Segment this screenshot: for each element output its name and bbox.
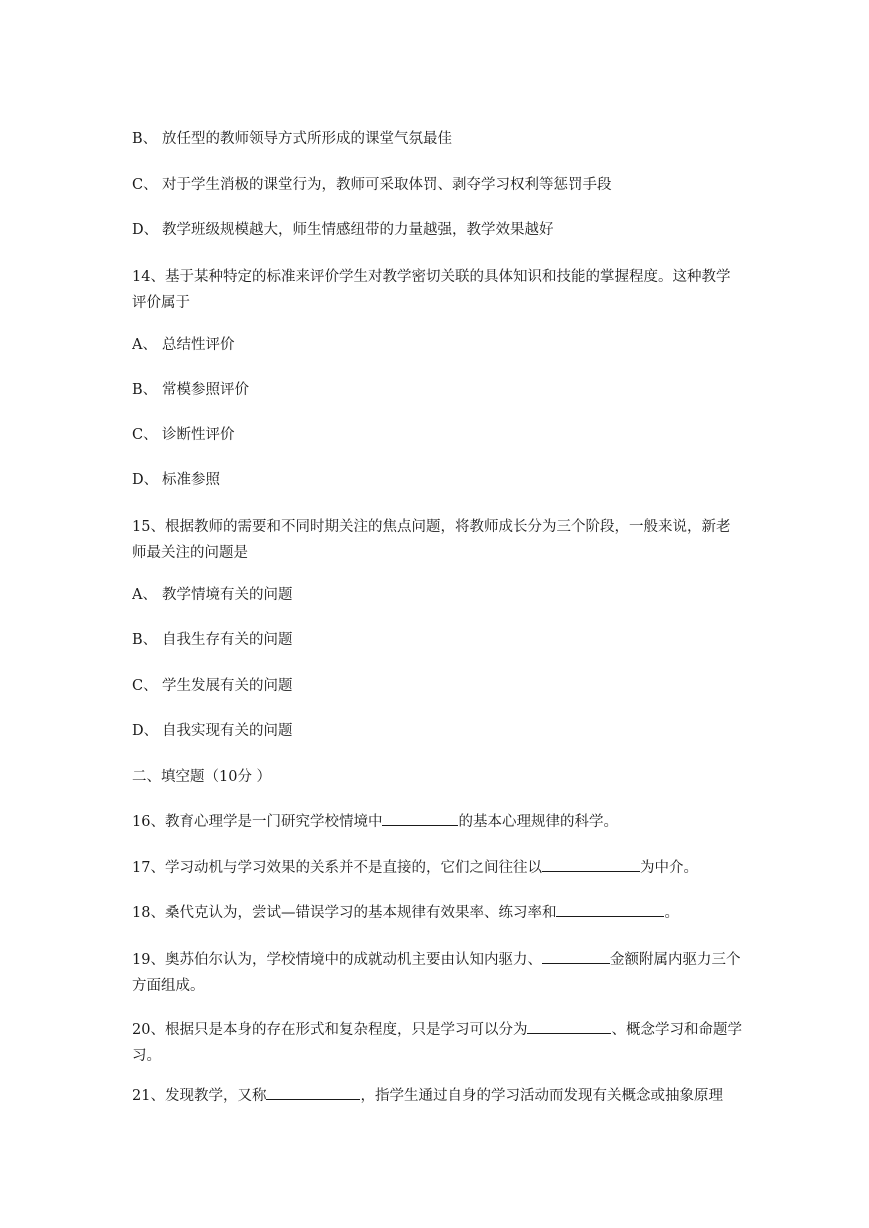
option-text: 诊断性评价 bbox=[162, 427, 235, 443]
option-letter: D、 bbox=[132, 723, 159, 739]
option-text: 自我生存有关的问题 bbox=[162, 632, 293, 648]
question-text: 、概念学习和命题学习。 bbox=[132, 1022, 742, 1064]
option-text: 教学班级规模越大，师生情感纽带的力量越强，教学效果越好 bbox=[162, 222, 554, 238]
q17 bbox=[132, 857, 744, 879]
q15-stem: 15、根据教师的需要和不同时期关注的焦点问题，将教师成长分为三个阶段，一般来说，新老师最关注的问题是 bbox=[132, 519, 731, 561]
answer-blank[interactable] bbox=[542, 949, 610, 964]
q14-stem: 14、基于某种特定的标准来评价学生对教学密切关联的具体知识和技能的掌握程度。这种教学评价属于 bbox=[132, 269, 731, 311]
q15-option-c bbox=[132, 675, 744, 697]
option-letter: D、 bbox=[132, 472, 159, 488]
option-letter: A、 bbox=[132, 337, 157, 353]
option-text: 常模参照评价 bbox=[162, 382, 249, 398]
option-letter: C、 bbox=[132, 427, 158, 443]
q18 bbox=[132, 902, 744, 924]
option-letter: A、 bbox=[132, 587, 157, 603]
option-letter: B、 bbox=[132, 131, 158, 147]
question-text: 。 bbox=[664, 905, 679, 921]
option-text: 学生发展有关的问题 bbox=[162, 678, 293, 694]
q15-option-a bbox=[132, 584, 744, 606]
q13-option-b bbox=[132, 128, 744, 150]
q14-option-d bbox=[132, 469, 744, 491]
q13-option-c bbox=[132, 174, 744, 196]
question-text: 20、根据只是本身的存在形式和复杂程度，只是学习可以分为 bbox=[132, 1022, 528, 1038]
q14-option-a bbox=[132, 334, 744, 356]
option-text: 对于学生消极的课堂行为，教师可采取体罚、剥夺学习权利等惩罚手段 bbox=[162, 177, 612, 193]
q14-option-b bbox=[132, 379, 744, 401]
q15-option-d bbox=[132, 720, 744, 742]
q21 bbox=[132, 1085, 744, 1107]
option-letter: D、 bbox=[132, 222, 159, 238]
section-title: 二、填空题（10分 ） bbox=[132, 769, 272, 785]
option-letter: B、 bbox=[132, 382, 158, 398]
question-text: 金额附属内驱力三个方面组成。 bbox=[132, 952, 741, 994]
question-text: 21、发现教学，又称 bbox=[132, 1088, 267, 1104]
option-letter: C、 bbox=[132, 177, 158, 193]
question-text: 16、教育心理学是一门研究学校情境中 bbox=[132, 814, 383, 830]
option-letter: C、 bbox=[132, 678, 158, 694]
option-text: 放任型的教师领导方式所形成的课堂气氛最佳 bbox=[162, 131, 452, 147]
q14-option-c bbox=[132, 424, 744, 446]
question-text: ，指学生通过自身的学习活动而发现有关概念或抽象原理 bbox=[360, 1088, 723, 1104]
question-text: 为中介。 bbox=[639, 860, 698, 876]
question-text: 18、桑代克认为，尝试—错误学习的基本规律有效果率、练习率和 bbox=[132, 905, 557, 921]
answer-blank[interactable] bbox=[556, 902, 664, 917]
question-text: 17、学习动机与学习效果的关系并不是直接的，它们之间往往以 bbox=[132, 860, 542, 876]
q20 bbox=[132, 1017, 744, 1069]
answer-blank[interactable] bbox=[542, 857, 640, 872]
answer-blank[interactable] bbox=[527, 1019, 611, 1034]
q13-option-d bbox=[132, 219, 744, 241]
option-letter: B、 bbox=[132, 632, 158, 648]
option-text: 自我实现有关的问题 bbox=[162, 723, 293, 739]
option-text: 教学情境有关的问题 bbox=[162, 587, 293, 603]
answer-blank[interactable] bbox=[266, 1085, 360, 1100]
question-text: 19、奥苏伯尔认为，学校情境中的成就动机主要由认知内驱力、 bbox=[132, 952, 542, 968]
q16 bbox=[132, 811, 744, 833]
q15-option-b bbox=[132, 629, 744, 651]
option-text: 总结性评价 bbox=[162, 337, 235, 353]
answer-blank[interactable] bbox=[382, 811, 458, 826]
option-text: 标准参照 bbox=[162, 472, 220, 488]
q19 bbox=[132, 947, 744, 999]
question-text: 的基本心理规律的科学。 bbox=[458, 814, 618, 830]
